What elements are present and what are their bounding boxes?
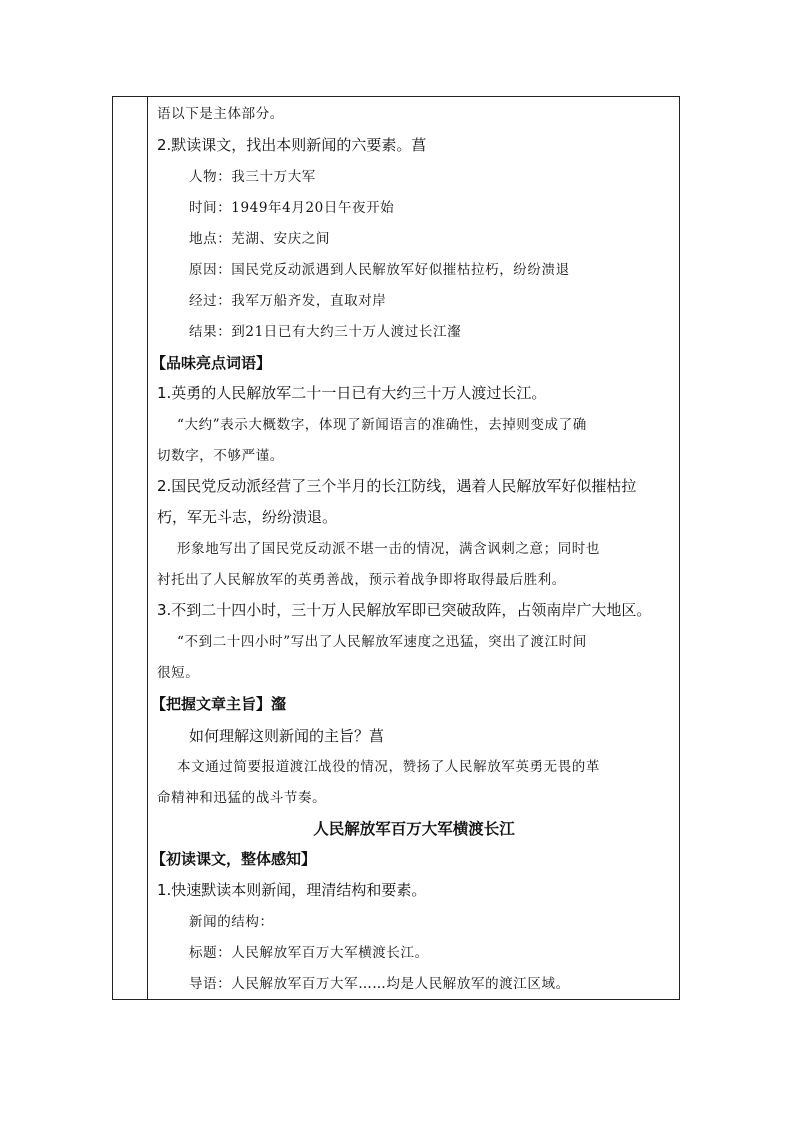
element-time: 时间：1949年4月20日午夜开始 bbox=[189, 200, 395, 216]
structure-title: 标题：人民解放军百万大军横渡长江。 bbox=[189, 945, 429, 961]
left-empty-column bbox=[113, 97, 148, 999]
example-sentence: 2.国民党反动派经营了三个半月的长江防线，遇着人民解放军好似摧枯拉 bbox=[157, 477, 637, 495]
analysis-line: 本文通过简要报道渡江战役的情况，赞扬了人民解放军英勇无畏的革 bbox=[177, 759, 600, 775]
example-sentence: 朽，军无斗志，纷纷溃退。 bbox=[157, 508, 338, 526]
element-result: 结果：到21日已有大约三十万人渡过长江瀣 bbox=[189, 324, 462, 340]
element-person: 人物：我三十万大军 bbox=[189, 169, 316, 185]
structure-label: 新闻的结构： bbox=[189, 914, 274, 930]
analysis-line: 命精神和迅猛的战斗节奏。 bbox=[157, 790, 327, 806]
question-line: 1.快速默读本则新闻，理清结构和要素。 bbox=[157, 881, 427, 899]
element-cause: 原因：国民党反动派遇到人民解放军好似摧枯拉朽，纷纷溃退 bbox=[189, 262, 570, 278]
section-heading: 【品味亮点词语】 bbox=[151, 354, 272, 372]
article-title: 人民解放军百万大军横渡长江 bbox=[313, 820, 515, 838]
element-process: 经过：我军万船齐发，直取对岸 bbox=[189, 293, 387, 309]
example-sentence: 1.英勇的人民解放军二十一日已有大约三十万人渡过长江。 bbox=[157, 384, 547, 402]
question-line: 2.默读课文，找出本则新闻的六要素。菖 bbox=[157, 136, 427, 154]
analysis-line: 衬托出了人民解放军的英勇善战，预示着战争即将取得最后胜利。 bbox=[157, 572, 566, 588]
analysis-line: 形象地写出了国民党反动派不堪一击的情况，满含讽刺之意；同时也 bbox=[177, 541, 600, 557]
element-place: 地点：芜湖、安庆之间 bbox=[189, 231, 330, 247]
text-line: 语以下是主体部分。 bbox=[157, 106, 284, 122]
analysis-line: “不到二十四小时”写出了人民解放军速度之迅猛，突出了渡江时间 bbox=[177, 634, 587, 650]
lesson-table bbox=[112, 96, 680, 1000]
section-heading: 【初读课文，整体感知】 bbox=[151, 850, 317, 868]
example-sentence: 3.不到二十四小时，三十万人民解放军即已突破敌阵，占领南岸广大地区。 bbox=[157, 601, 652, 619]
question-line: 如何理解这则新闻的主旨？菖 bbox=[189, 727, 385, 745]
section-heading: 【把握文章主旨】瀣 bbox=[151, 695, 287, 713]
analysis-line: 很短。 bbox=[157, 665, 200, 681]
analysis-line: “大约”表示大概数字，体现了新闻语言的准确性，去掉则变成了确 bbox=[177, 417, 587, 433]
content-cell bbox=[149, 97, 679, 999]
structure-lead: 导语：人民解放军百万大军……均是人民解放军的渡江区域。 bbox=[189, 976, 570, 992]
analysis-line: 切数字，不够严谨。 bbox=[157, 448, 284, 464]
